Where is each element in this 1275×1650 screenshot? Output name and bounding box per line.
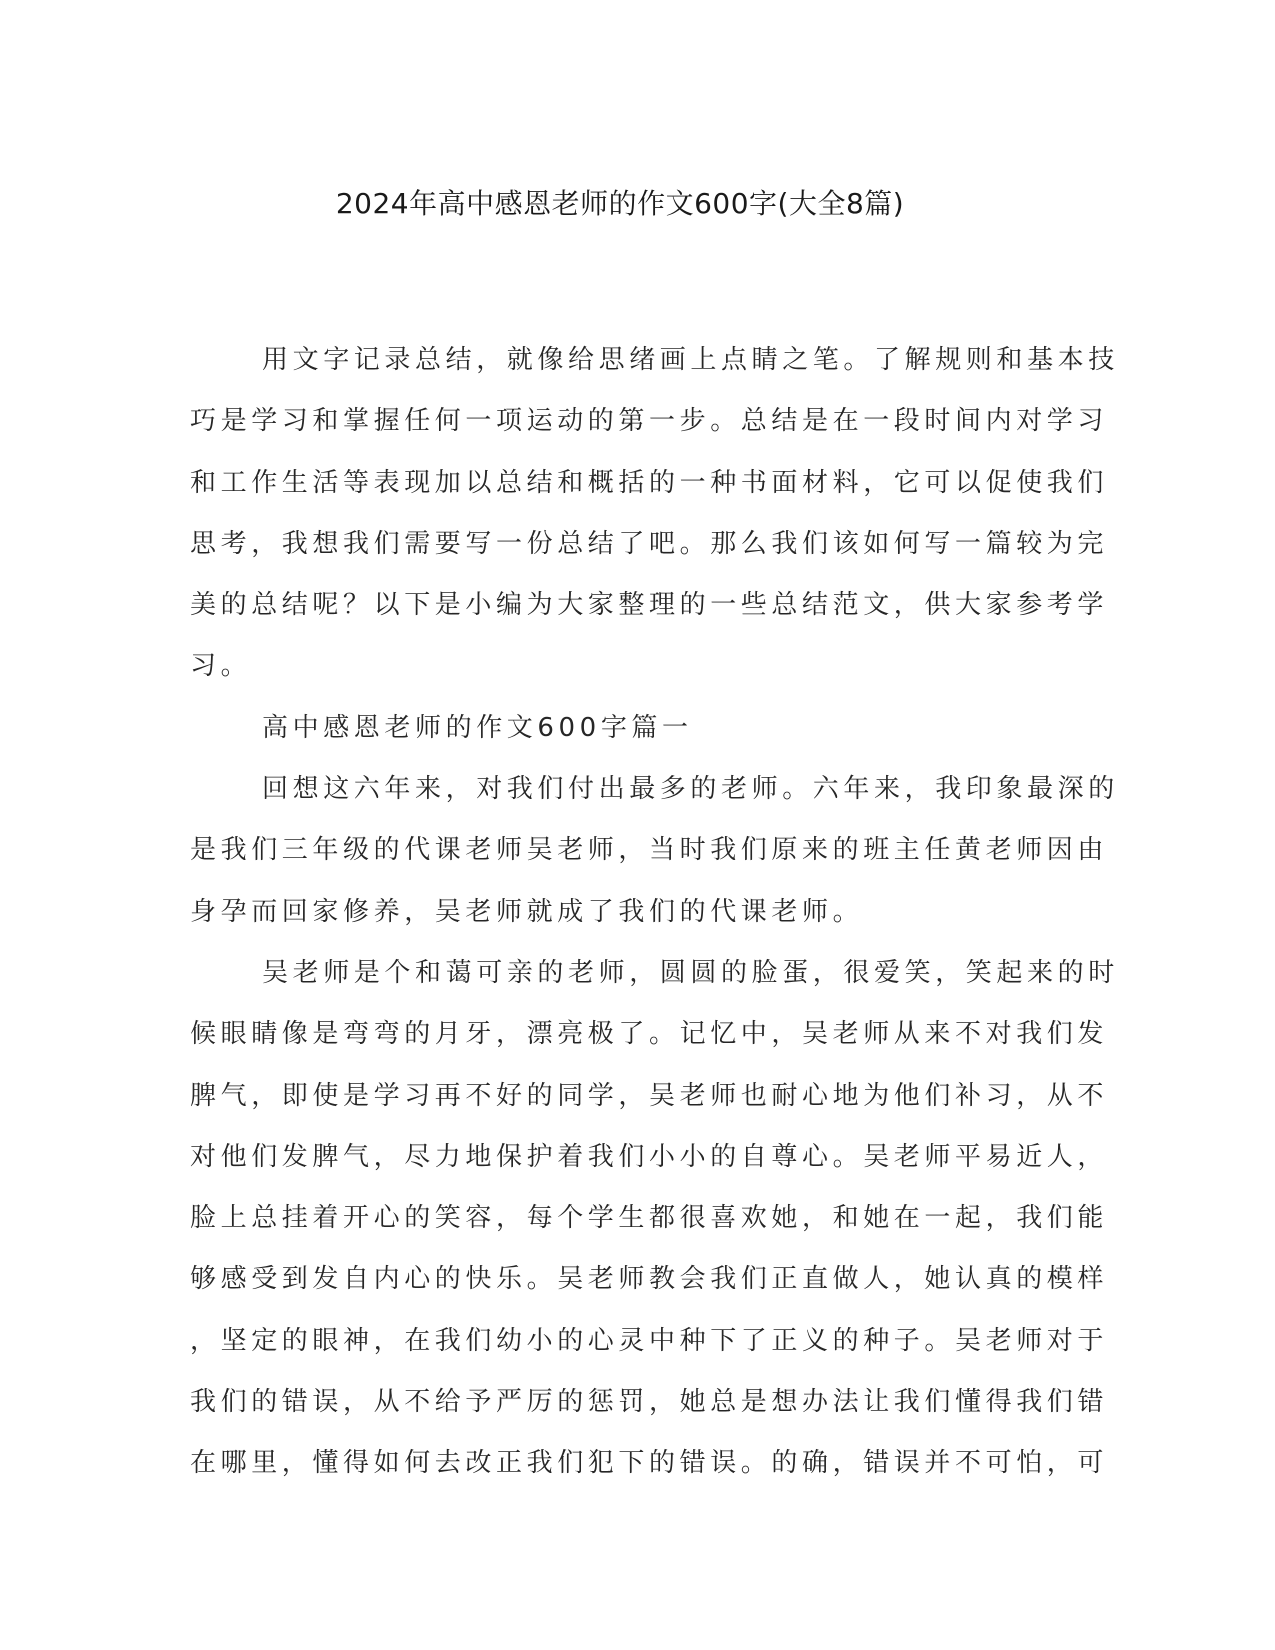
paragraph-line: 在哪里，懂得如何去改正我们犯下的错误。的确，错误并不可怕，可 [190, 1448, 1109, 1479]
paragraph-line: 对他们发脾气，尽力地保护着我们小小的自尊心。吴老师平易近人， [190, 1141, 1109, 1172]
paragraph-line: 巧是学习和掌握任何一项运动的第一步。总结是在一段时间内对学习 [190, 406, 1109, 437]
paragraph-line: ，坚定的眼神，在我们幼小的心灵中种下了正义的种子。吴老师对于 [190, 1325, 1109, 1356]
section-heading: 高中感恩老师的作文600字篇一 [262, 712, 693, 743]
paragraph-line: 美的总结呢？以下是小编为大家整理的一些总结范文，供大家参考学 [190, 590, 1109, 621]
paragraph-line: 思考，我想我们需要写一份总结了吧。那么我们该如何写一篇较为完 [190, 528, 1109, 559]
paragraph-line: 习。 [190, 651, 252, 682]
paragraph-line: 我们的错误，从不给予严厉的惩罚，她总是想办法让我们懂得我们错 [190, 1387, 1109, 1418]
document-body [190, 330, 1119, 1495]
paragraph-line: 回想这六年来，对我们付出最多的老师。六年来，我印象最深的 [262, 774, 1119, 805]
paragraph-line: 脾气，即使是学习再不好的同学，吴老师也耐心地为他们补习，从不 [190, 1080, 1109, 1111]
paragraph-line: 够感受到发自内心的快乐。吴老师教会我们正直做人，她认真的模样 [190, 1264, 1109, 1295]
document-title: 2024年高中感恩老师的作文600字(大全8篇) [335, 187, 905, 220]
paragraph-line: 候眼睛像是弯弯的月牙，漂亮极了。记忆中，吴老师从来不对我们发 [190, 1019, 1109, 1050]
paragraph-line: 是我们三年级的代课老师吴老师，当时我们原来的班主任黄老师因由 [190, 835, 1109, 866]
paragraph-line: 脸上总挂着开心的笑容，每个学生都很喜欢她，和她在一起，我们能 [190, 1203, 1109, 1234]
paragraph-line: 身孕而回家修养，吴老师就成了我们的代课老师。 [190, 896, 864, 927]
paragraph-line: 用文字记录总结，就像给思绪画上点睛之笔。了解规则和基本技 [262, 345, 1119, 375]
paragraph-line: 和工作生活等表现加以总结和概括的一种书面材料，它可以促使我们 [190, 467, 1109, 498]
paragraph-line: 吴老师是个和蔼可亲的老师，圆圆的脸蛋，很爱笑，笑起来的时 [262, 957, 1119, 988]
